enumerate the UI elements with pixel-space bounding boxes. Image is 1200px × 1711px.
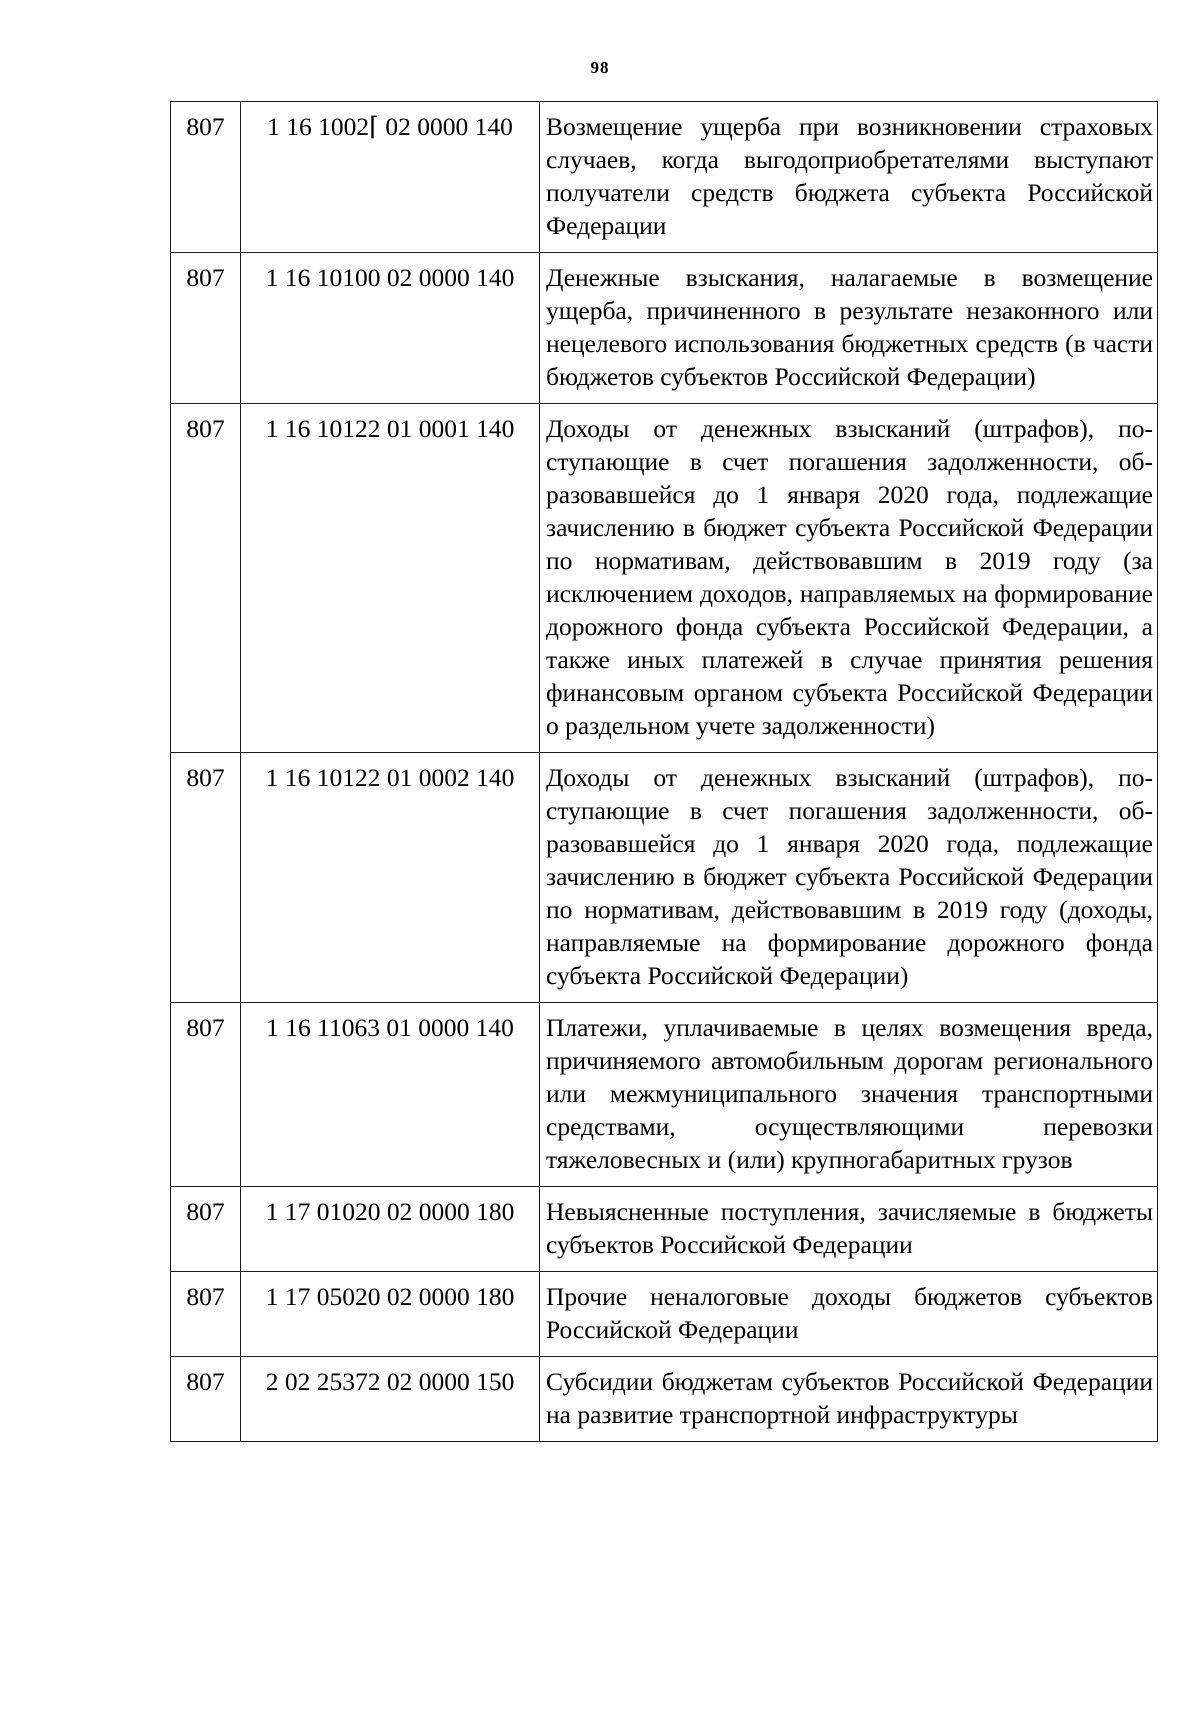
table-row — [171, 1357, 1158, 1442]
revenue-description-cell: Невыясненные поступления, зачисляемые в бюджеты субъектов Российской Федерации — [540, 1187, 1158, 1272]
revenue-description-cell: Платежи, уплачиваемые в целях возмещения вреда, причиняемого автомобильным дорогам регионального или межмуниципального значения транспортными средствами, осуществляющими перевозки тяжеловесных и (или) крупногабаритных грузов — [540, 1003, 1158, 1187]
revenue-description-cell: Денежные взыскания, налагаемые в возмещение ущерба, причиненного в результате незаконного или нецелевого использования бюджетных средств (в части бюджетов субъектов Российской Федерации) — [540, 253, 1158, 404]
admin-code-cell: 807 — [171, 1357, 241, 1442]
table-body — [171, 102, 1158, 1442]
admin-code-cell: 807 — [171, 1272, 241, 1357]
revenue-description-cell: Доходы от денежных взысканий (штрафов), поступающие в счет погашения задолженности, образовавшейся до 1 января 2020 года, подлежащие зачислению в бюджет субъекта Российской Федерации по нормативам, действовавшим в 2019 году (доходы, направляемые на формирование дорожного фонда субъекта Российской Федерации) — [540, 753, 1158, 1003]
table-row — [171, 1187, 1158, 1272]
revenue-description-cell: Прочие неналоговые доходы бюджетов субъектов Российской Федерации — [540, 1272, 1158, 1357]
page-number: 98 — [590, 58, 610, 77]
admin-code-cell: 807 — [171, 102, 241, 253]
admin-code-cell: 807 — [171, 404, 241, 753]
budget-classification-code-cell: 1 16 10122 01 0001 140 — [241, 404, 540, 753]
revenue-description-cell: Доходы от денежных взысканий (штрафов), поступающие в счет погашения задолженности, образовавшейся до 1 января 2020 года, подлежащие зачислению в бюджет субъекта Российской Федерации по нормативам, действовавшим в 2019 году (за исключением доходов, направляемых на формирование дорожного фонда субъекта Российской Федерации, а также иных платежей в случае принятия решения финансовым органом субъекта Российской Федерации о раздельном учете задолженности) — [540, 404, 1158, 753]
budget-classification-code-cell: 2 02 25372 02 0000 150 — [241, 1357, 540, 1442]
budget-classification-code-cell: 1 16 10100 02 0000 140 — [241, 253, 540, 404]
table-row — [171, 404, 1158, 753]
table-row — [171, 1272, 1158, 1357]
table-row — [171, 253, 1158, 404]
admin-code-cell: 807 — [171, 253, 241, 404]
table-row — [171, 102, 1158, 253]
budget-revenue-table — [170, 101, 1158, 1442]
budget-classification-code-cell: 1 17 01020 02 0000 180 — [241, 1187, 540, 1272]
table-row — [171, 753, 1158, 1003]
budget-classification-code-cell: 1 17 05020 02 0000 180 — [241, 1272, 540, 1357]
admin-code-cell: 807 — [171, 1003, 241, 1187]
table-row — [171, 1003, 1158, 1187]
budget-classification-code-cell: 1 16 1002⌈ 02 0000 140 — [241, 102, 540, 253]
admin-code-cell: 807 — [171, 753, 241, 1003]
budget-classification-code-cell: 1 16 11063 01 0000 140 — [241, 1003, 540, 1187]
revenue-description-cell: Возмещение ущерба при возникновении страховых случаев, когда выгодоприобретателями выступают получатели средств бюджета субъекта Российской Федерации — [540, 102, 1158, 253]
budget-classification-code-cell: 1 16 10122 01 0002 140 — [241, 753, 540, 1003]
revenue-description-cell: Субсидии бюджетам субъектов Российской Федерации на развитие транспортной инфраструктуры — [540, 1357, 1158, 1442]
admin-code-cell: 807 — [171, 1187, 241, 1272]
